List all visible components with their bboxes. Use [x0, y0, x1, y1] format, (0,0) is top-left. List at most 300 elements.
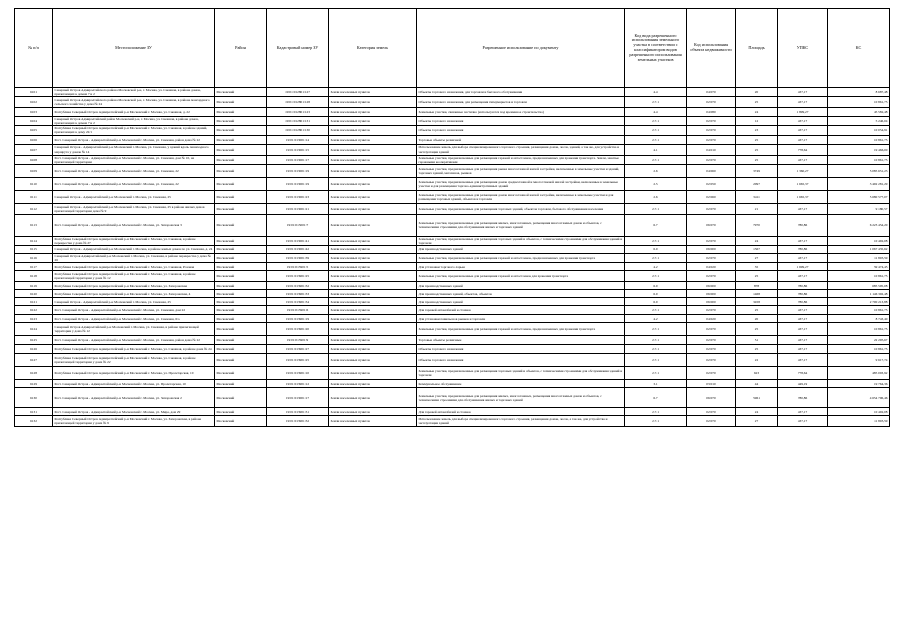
cell-use-code: 2.7.1: [625, 203, 687, 214]
cell-permitted-use: Объекты торгового назначения: [417, 126, 625, 135]
cell-object-code: 02:070: [687, 117, 736, 126]
cell-use-code: 2.7.1: [625, 126, 687, 135]
cell-land-category: Земли населенных пунктов: [329, 203, 417, 214]
cell-area: 5961: [736, 388, 778, 408]
cell-object-code: 06:070: [687, 214, 736, 236]
cell-location: Республика Северный Остров Адмиралтейский р-н Московский г. Москва, ул. Снежная, в районе прилегающей территории у дома № 12: [53, 271, 215, 282]
cell-land-category: Земли населенных пунктов: [329, 117, 417, 126]
cell-number: 6124: [15, 323, 53, 336]
cell-upks: 437,17: [778, 253, 828, 262]
cell-location: Республика Северный Остров Адмиралтейский р-н Московский г. Москва, ул. Запорожская, 4: [53, 290, 215, 298]
cell-ks: 9 617,74: [828, 354, 890, 367]
cell-ks: 5 680 577,07: [828, 190, 890, 203]
cell-upks: 437,17: [778, 117, 828, 126]
cell-area: 878: [736, 282, 778, 290]
table-row: [15, 164, 890, 177]
cell-land-category: Земли населенных пунктов: [329, 108, 417, 117]
cell-location: Рест. Северный Остров - Адмиралтейский р-н Московский г. Москва, ул. Снежная, район дома № 22: [53, 336, 215, 345]
cell-cadastral-number: 19:01:012801:128: [267, 97, 329, 108]
cell-land-category: Земли населенных пунктов: [329, 97, 417, 108]
cell-permitted-use: Торговые объекты розничной: [417, 135, 625, 144]
cell-cadastral-number: 19:01:013901:32: [267, 282, 329, 290]
table-row: [15, 245, 890, 253]
table-row: [15, 88, 890, 97]
cell-object-code: 06:070: [687, 388, 736, 408]
cell-upks: 1 665,37: [778, 177, 828, 190]
header-object-code: Код использования объекта недвижимости: [687, 9, 736, 88]
cell-number: 6129: [15, 380, 53, 388]
cell-upks: 780,86: [778, 214, 828, 236]
cell-number: 6116: [15, 253, 53, 262]
table-row: [15, 108, 890, 117]
table-row: [15, 214, 890, 236]
cell-district: Московский: [215, 298, 267, 306]
cell-permitted-use: Объекты торгового назначения: [417, 354, 625, 367]
table-row: [15, 336, 890, 345]
cell-district: Московский: [215, 380, 267, 388]
table-row: [15, 323, 890, 336]
cell-ks: 10 861,75: [828, 323, 890, 336]
cell-permitted-use: Земельные участки, предназначенные для размещения торговых зданий и объектов, с техническими строениями для обслуживания зданий и торговли: [417, 236, 625, 245]
cell-number: 6117: [15, 263, 53, 271]
cell-land-category: Земли населенных пунктов: [329, 190, 417, 203]
cell-ks: 5 085 651,23: [828, 164, 890, 177]
cell-area: 3411: [736, 190, 778, 203]
cell-location: Рест. Северный Остров - Адмиралтейский р-н Московский г. Москва, ул. Снежная, район дома № 22: [53, 135, 215, 144]
cell-location: Республика Северный Остров Адмиралтейский р-н Московский г. Москва, ул. Снежная, Розовая: [53, 263, 215, 271]
cell-cadastral-number: 19:01:013001:17: [267, 388, 329, 408]
cell-land-category: Земли населенных пунктов: [329, 236, 417, 245]
cell-object-code: 06:000: [687, 290, 736, 298]
cell-number: 6119: [15, 282, 53, 290]
cell-object-code: 02:070: [687, 203, 736, 214]
cell-cadastral-number: 19:01:013001:19: [267, 164, 329, 177]
cell-ks: 485 093,92: [828, 367, 890, 380]
cell-use-code: 4.4: [625, 88, 687, 97]
cell-cadastral-number: 19:01:013001:14: [267, 135, 329, 144]
cell-ks: 11 803,59: [828, 253, 890, 262]
cell-cadastral-number: 19:01:013901:25: [267, 354, 329, 367]
cell-object-code: 02:070: [687, 97, 736, 108]
cell-permitted-use: Объекты торгового назначения, для торговли и бытового обслуживания: [417, 88, 625, 97]
cell-ks: 5 246,04: [828, 117, 890, 126]
cell-land-category: Земли населенных пунктов: [329, 164, 417, 177]
cell-area: 24: [736, 236, 778, 245]
cell-location: Рест. Северный Остров - Адмиралтейский р-н Московский г. Москва, ул. Запорожская 3: [53, 214, 215, 236]
cell-location: Рест. Северный Остров - Адмиралтейский р-н Московский г. Москва, ул. Запорожская 2: [53, 388, 215, 408]
cell-district: Московский: [215, 388, 267, 408]
cell-location: Северный Остров Адмиралтейский р-н Московский г. Москва, ул. Снежная, в районе перекрестка у дома № 26: [53, 253, 215, 262]
cell-use-code: 2.7.1: [625, 117, 687, 126]
cell-upks: 437,17: [778, 354, 828, 367]
table-row: [15, 177, 890, 190]
cell-location: Республика Северный Остров Адмиралтейский р-н Московский г. Москва, ул. Снежная, в районе перекрестка у дома № 27: [53, 236, 215, 245]
cell-district: Московский: [215, 155, 267, 164]
cell-use-code: 2.6: [625, 164, 687, 177]
table-header-row: [15, 9, 890, 88]
cell-land-category: Земли населенных пунктов: [329, 323, 417, 336]
cell-number: 6131: [15, 408, 53, 416]
cell-permitted-use: Для установки павильонов рынков и торговли: [417, 315, 625, 323]
cell-permitted-use: Земельные участки, предназначенные для размещения торговых зданий и объектов, с техническими строениями для обслуживания зданий и торговли: [417, 367, 625, 380]
cell-area: 35: [736, 263, 778, 271]
table-row: [15, 282, 890, 290]
cell-permitted-use: Земельные участки, предназначенные для размещения жилых, многоэтажных, размещения многоэтажных домов и объектов, с техническими строениями для обслуживания жилых и торговых зданий: [417, 214, 625, 236]
cell-upks: 1 899,27: [778, 108, 828, 117]
cell-district: Московский: [215, 416, 267, 427]
header-cadastral-number: Кадастровый номер ЗУ: [267, 9, 329, 88]
cell-location: Республика Северный Остров Адмиралтейский р-н Московский г. Москва, ул. Снежная, в районе зданий, прилегающих к дому 22/1: [53, 126, 215, 135]
cell-land-category: Земли населенных пунктов: [329, 214, 417, 236]
cell-land-category: Земли населенных пунктов: [329, 126, 417, 135]
cell-number: 6125: [15, 336, 53, 345]
cell-cadastral-number: 19:01:013901:5: [267, 263, 329, 271]
cell-number: 6107: [15, 144, 53, 155]
cell-cadastral-number: 19:01:013901:25: [267, 271, 329, 282]
header-number: № п/п: [15, 9, 53, 88]
cell-permitted-use: Для производственных зданий, объектов, объектов: [417, 290, 625, 298]
cell-district: Московский: [215, 408, 267, 416]
cell-ks: 10 492,08: [828, 408, 890, 416]
cell-location: Республика Северный Остров Адмиралтейский р-н Московский г. Москва, ул. Запорожская, в районе прилегающей территории у дома № 9: [53, 416, 215, 427]
cell-cadastral-number: 19:01:013901:34: [267, 298, 329, 306]
cell-ks: 22 295,67: [828, 336, 890, 345]
cell-permitted-use: Коммунальное обслуживание: [417, 380, 625, 388]
table-row: [15, 380, 890, 388]
cell-number: 6114: [15, 236, 53, 245]
cell-object-code: 02:070: [687, 323, 736, 336]
cell-upks: 780,86: [778, 282, 828, 290]
cell-ks: 3 492 281,29: [828, 177, 890, 190]
cell-cadastral-number: 19:01:013001:21: [267, 203, 329, 214]
table-row: [15, 298, 890, 306]
cell-number: 6130: [15, 388, 53, 408]
cell-area: 24: [736, 408, 778, 416]
cell-number: 6115: [15, 245, 53, 253]
cell-location: Северный Остров - Адмиралтейский р-н Московский г. Москва, в районе жилых домов по ул. Снежная, д. 24: [53, 245, 215, 253]
cell-use-code: 2.7.1: [625, 336, 687, 345]
cell-ks: 19 466,00: [828, 144, 890, 155]
cell-location: Республика Северный Остров Адмиралтейский р-н Московский г. Москва, ул. Пролетарская, 10: [53, 367, 215, 380]
cell-land-category: Земли населенных пунктов: [329, 253, 417, 262]
cell-permitted-use: Земельные участки, предназначенные для размещения гаражей и автостоянок для хранения транспорта: [417, 271, 625, 282]
cell-use-code: 2.7.1: [625, 408, 687, 416]
cell-upks: 437,17: [778, 126, 828, 135]
cell-location: Северный Остров - Адмиралтейский р-н Московский г. Москва, ул. Снежная, 25: [53, 190, 215, 203]
cell-location: Республика Северный Остров Адмиралтейский р-н Московский г. Москва, ул. Запорожская: [53, 282, 215, 290]
cell-upks: 437,17: [778, 323, 828, 336]
cell-permitted-use: Для производственных зданий: [417, 245, 625, 253]
cell-area: 7970: [736, 214, 778, 236]
cell-use-code: 2.7.1: [625, 416, 687, 427]
cell-land-category: Земли населенных пунктов: [329, 290, 417, 298]
header-location: Местоположение ЗУ: [53, 9, 215, 88]
cell-land-category: Земли населенных пунктов: [329, 177, 417, 190]
cell-use-code: 3.1: [625, 380, 687, 388]
cell-location: Рест. Северный Остров - Адмиралтейский р-н Московский г. Москва, ул. Снежная, 22: [53, 164, 215, 177]
cell-permitted-use: Использование земель для выбора специализированного торгового строения, размещения домов, лесов, а так же, для устройства и эксплуатации зданий: [417, 416, 625, 427]
cell-permitted-use: Земельные участки, предназначенные для размещения домов многоэтажной жилой застройки, включенные в земельные участки и для размещения торговых зданий, объектов и торговли: [417, 190, 625, 203]
cell-cadastral-number: 19:01:013001:17: [267, 155, 329, 164]
table-row: [15, 263, 890, 271]
cell-use-code: 4.4: [625, 108, 687, 117]
cell-area: 51: [736, 336, 778, 345]
cell-permitted-use: Земельные участки, предназначенные для размещения гаражей и автостоянок, предназначенных для хранения транспорта: [417, 253, 625, 262]
cell-area: 12: [736, 117, 778, 126]
cell-ks: 685 595,08: [828, 282, 890, 290]
table-row: [15, 190, 890, 203]
cell-location: Северный Остров Адмиралтейский район Московский р-н, г. Москва, ул. Снежная, в районе домов, прилегающих к домам 7 и 2: [53, 117, 215, 126]
cell-use-code: 6.0: [625, 290, 687, 298]
cell-cadastral-number: 19:01:013901:32: [267, 416, 329, 427]
land-plots-table: [14, 8, 890, 427]
cell-object-code: 02:070: [687, 236, 736, 245]
cell-upks: 437,17: [778, 271, 828, 282]
cell-cadastral-number: 19:01:013901:27: [267, 345, 329, 354]
cell-permitted-use: Объекты торгового назначения: [417, 345, 625, 354]
cell-ks: 1 067 435,62: [828, 245, 890, 253]
table-row: [15, 126, 890, 135]
cell-ks: 10 861,75: [828, 135, 890, 144]
cell-object-code: 04:020: [687, 315, 736, 323]
cell-land-category: Земли населенных пунктов: [329, 282, 417, 290]
cell-ks: 10 861,75: [828, 306, 890, 315]
cell-number: 6102: [15, 97, 53, 108]
cell-upks: 437,17: [778, 345, 828, 354]
table-row: [15, 236, 890, 245]
cell-location: Рест. Северный Остров - Адмиралтейский р-н Московский г. Москва, ул. Снежная, 22: [53, 177, 215, 190]
header-use-code: Код вида разрешенного использования земельного участка в соответствии с классификатором видов разрешенного использования земельных участков: [625, 9, 687, 88]
cell-permitted-use: Земельные участки, предназначенные для размещения домов среднеэтажной и многоэтажной жилой застройки, включенные в земельные участки и для размещения торгово-административных зданий: [417, 177, 625, 190]
cell-use-code: 6.7: [625, 388, 687, 408]
cell-permitted-use: Для установки торгового ларька: [417, 263, 625, 271]
cell-upks: 437,17: [778, 155, 828, 164]
cell-area: 3749: [736, 164, 778, 177]
cell-number: 6109: [15, 164, 53, 177]
cell-object-code: 02:070: [687, 253, 736, 262]
cell-location: Рест. Северный Остров - Адмиралтейский р-н Московский г. Москва, ул. Снежная, дом 22: [53, 306, 215, 315]
cell-land-category: Земли населенных пунктов: [329, 345, 417, 354]
cell-upks: 778,64: [778, 367, 828, 380]
cell-permitted-use: Использование земель для выбора специализированного торгового строения, размещения домов, лесов, зданий, а так же, для устройства и эксплуатации зданий: [417, 144, 625, 155]
cell-permitted-use: Земельные участки, предназначенные для размещения торговых зданий, объектов торговли, бытового обслуживания населения: [417, 203, 625, 214]
cell-area: 21: [736, 203, 778, 214]
cell-land-category: Земли населенных пунктов: [329, 271, 417, 282]
cell-land-category: Земли населенных пунктов: [329, 354, 417, 367]
cell-upks: 780,86: [778, 245, 828, 253]
cell-use-code: 6.0: [625, 282, 687, 290]
cell-ks: 45 582,48: [828, 108, 890, 117]
cell-ks: 6 223 454,20: [828, 214, 890, 236]
cell-ks: 10 492,08: [828, 236, 890, 245]
cell-object-code: 02:070: [687, 336, 736, 345]
cell-land-category: Земли населенных пунктов: [329, 88, 417, 97]
cell-ks: 2 700 213,88: [828, 298, 890, 306]
cell-object-code: 04:060: [687, 164, 736, 177]
cell-location: Рест. Северный Остров - Адмиралтейский р-н Московский г. Москва, ул. Снежная, 6/а: [53, 315, 215, 323]
cell-permitted-use: Для производственных зданий: [417, 282, 625, 290]
document-page: [14, 8, 889, 427]
cell-permitted-use: Земельные участки, предназначенные для размещения гаражей и автостоянок, предназначенных для хранения транспорта: [417, 323, 625, 336]
cell-object-code: 02:060: [687, 190, 736, 203]
cell-number: 6104: [15, 117, 53, 126]
cell-land-category: Земли населенных пунктов: [329, 298, 417, 306]
cell-upks: 437,17: [778, 97, 828, 108]
cell-district: Московский: [215, 108, 267, 117]
cell-district: Московский: [215, 135, 267, 144]
table-row: [15, 97, 890, 108]
table-row: [15, 135, 890, 144]
cell-permitted-use: Объекты торгового назначения, для размещения гипермаркетов и торговли: [417, 97, 625, 108]
cell-district: Московский: [215, 315, 267, 323]
cell-ks: 8 687,48: [828, 88, 890, 97]
cell-location: Северный Остров - Адмиралтейский р-н Московский г. Москва, ул. Снежная, 25 в районе жилых домов прилегающей территории дома № 9: [53, 203, 215, 214]
cell-location: Рест. Северный Остров - Адмиралтейский р-н Московский г. Москва, ул. Снежная, дом № 10, на прилегающей территории: [53, 155, 215, 164]
cell-ks: 10 054,91: [828, 126, 890, 135]
cell-cadastral-number: 19:01:013901:31: [267, 408, 329, 416]
cell-area: 24: [736, 108, 778, 117]
cell-upks: 1 665,37: [778, 190, 828, 203]
cell-district: Московский: [215, 126, 267, 135]
cell-object-code: 06:000: [687, 282, 736, 290]
cell-permitted-use: Для гаражей автомобилей и стоянок: [417, 408, 625, 416]
cell-ks: 11 803,59: [828, 416, 890, 427]
cell-land-category: Земли населенных пунктов: [329, 380, 417, 388]
cell-cadastral-number: 19:01:012801:130: [267, 126, 329, 135]
cell-ks: 9 180,57: [828, 203, 890, 214]
cell-ks: 10 861,75: [828, 345, 890, 354]
cell-location: Северный Остров - Адмиралтейский р-н Московский г. Москва, ул. Снежная, у зданий вдоль пешеходного маршрута у домов № 14: [53, 144, 215, 155]
cell-ks: 4 654 706,46: [828, 388, 890, 408]
cell-cadastral-number: 19:01:012801:127: [267, 88, 329, 97]
cell-use-code: 2.5: [625, 177, 687, 190]
table-row: [15, 306, 890, 315]
cell-number: 6122: [15, 306, 53, 315]
cell-number: 6132: [15, 416, 53, 427]
cell-use-code: 2.7.1: [625, 367, 687, 380]
cell-upks: 780,86: [778, 388, 828, 408]
cell-use-code: 6.7: [625, 214, 687, 236]
cell-land-category: Земли населенных пунктов: [329, 263, 417, 271]
cell-district: Московский: [215, 345, 267, 354]
cell-cadastral-number: 19:01:013901:19: [267, 315, 329, 323]
cell-district: Московский: [215, 97, 267, 108]
cell-cadastral-number: 19:01:013001:19: [267, 177, 329, 190]
cell-object-code: 02:070: [687, 135, 736, 144]
cell-district: Московский: [215, 336, 267, 345]
cell-district: Московский: [215, 88, 267, 97]
cell-area: 3458: [736, 298, 778, 306]
cell-object-code: 02:070: [687, 271, 736, 282]
cell-object-code: 02:050: [687, 177, 736, 190]
cell-district: Московский: [215, 164, 267, 177]
cell-land-category: Земли населенных пунктов: [329, 336, 417, 345]
cell-cadastral-number: 19:01:013001:42: [267, 245, 329, 253]
header-land-category: Категория земель: [329, 9, 417, 88]
cell-district: Московский: [215, 290, 267, 298]
cell-use-code: 2.7.1: [625, 253, 687, 262]
cell-land-category: Земли населенных пунктов: [329, 388, 417, 408]
cell-area: 25: [736, 144, 778, 155]
table-row: [15, 367, 890, 380]
cell-permitted-use: Земельные участки, связанные частично (используются под временное строительство): [417, 108, 625, 117]
cell-number: 6108: [15, 155, 53, 164]
cell-area: 25: [736, 323, 778, 336]
table-row: [15, 354, 890, 367]
cell-object-code: 02:070: [687, 354, 736, 367]
cell-upks: 449,19: [778, 380, 828, 388]
cell-use-code: 6.0: [625, 245, 687, 253]
header-permitted-use: Разрешенное использование по документу: [417, 9, 625, 88]
cell-number: 6128: [15, 367, 53, 380]
cell-area: 25: [736, 306, 778, 315]
cell-upks: 437,17: [778, 336, 828, 345]
cell-use-code: 4.2: [625, 263, 687, 271]
cell-object-code: 02:070: [687, 155, 736, 164]
cell-area: 623: [736, 367, 778, 380]
cell-ks: 8 743,40: [828, 315, 890, 323]
cell-land-category: Земли населенных пунктов: [329, 135, 417, 144]
cell-object-code: 04:010: [687, 144, 736, 155]
cell-permitted-use: Земельные участки, предназначенные для размещения жилых, многоэтажных, размещения многоэтажных домов и объектов, с техническими строениями для обслуживания жилых и торговых зданий: [417, 388, 625, 408]
cell-upks: 437,17: [778, 135, 828, 144]
cell-cadastral-number: 19:01:013901:33: [267, 290, 329, 298]
cell-object-code: 03:010: [687, 380, 736, 388]
cell-number: 6127: [15, 354, 53, 367]
cell-cadastral-number: 19:01:012801:123: [267, 108, 329, 117]
cell-district: Московский: [215, 253, 267, 262]
cell-district: Московский: [215, 354, 267, 367]
header-ks: КС: [828, 9, 890, 88]
cell-area: 27: [736, 253, 778, 262]
cell-upks: 778,64: [778, 144, 828, 155]
cell-number: 6120: [15, 290, 53, 298]
cell-district: Московский: [215, 144, 267, 155]
cell-area: 20: [736, 315, 778, 323]
cell-land-category: Земли населенных пунктов: [329, 408, 417, 416]
cell-use-code: 2.7.1: [625, 345, 687, 354]
cell-number: 6111: [15, 190, 53, 203]
cell-number: 6101: [15, 88, 53, 97]
table-row: [15, 408, 890, 416]
cell-number: 6118: [15, 271, 53, 282]
cell-cadastral-number: 19:01:013001:23: [267, 190, 329, 203]
cell-district: Московский: [215, 306, 267, 315]
cell-number: 6126: [15, 345, 53, 354]
cell-number: 6105: [15, 126, 53, 135]
cell-upks: 437,17: [778, 203, 828, 214]
cell-area: 1367: [736, 245, 778, 253]
cell-location: Республика Северный Остров Адмиралтейский р-н Московский г. Москва, ул. Снежная, в районе прилегающей территории у дома № 22: [53, 354, 215, 367]
cell-district: Московский: [215, 271, 267, 282]
table-row: [15, 253, 890, 262]
cell-number: 6121: [15, 298, 53, 306]
cell-land-category: Земли населенных пунктов: [329, 367, 417, 380]
cell-object-code: 04:020: [687, 263, 736, 271]
cell-permitted-use: Торговые объекты розничные: [417, 336, 625, 345]
cell-permitted-use: Земельные участки, предназначенные для размещения гаражей и автостоянок, предназначенных для хранения транспорта. Земли, занятые гаражными кооперативами: [417, 155, 625, 164]
cell-location: Северный Остров - Адмиралтейский р-н Московский г. Москва, ул. Снежная, 25: [53, 298, 215, 306]
cell-district: Московский: [215, 263, 267, 271]
cell-district: Московский: [215, 323, 267, 336]
cell-use-code: 2.7.1: [625, 323, 687, 336]
cell-upks: 1 360,27: [778, 164, 828, 177]
cell-use-code: 2.7.1: [625, 97, 687, 108]
cell-district: Московский: [215, 282, 267, 290]
cell-area: 1468: [736, 290, 778, 298]
cell-cadastral-number: 19:01:012801:131: [267, 117, 329, 126]
cell-object-code: 02:070: [687, 345, 736, 354]
